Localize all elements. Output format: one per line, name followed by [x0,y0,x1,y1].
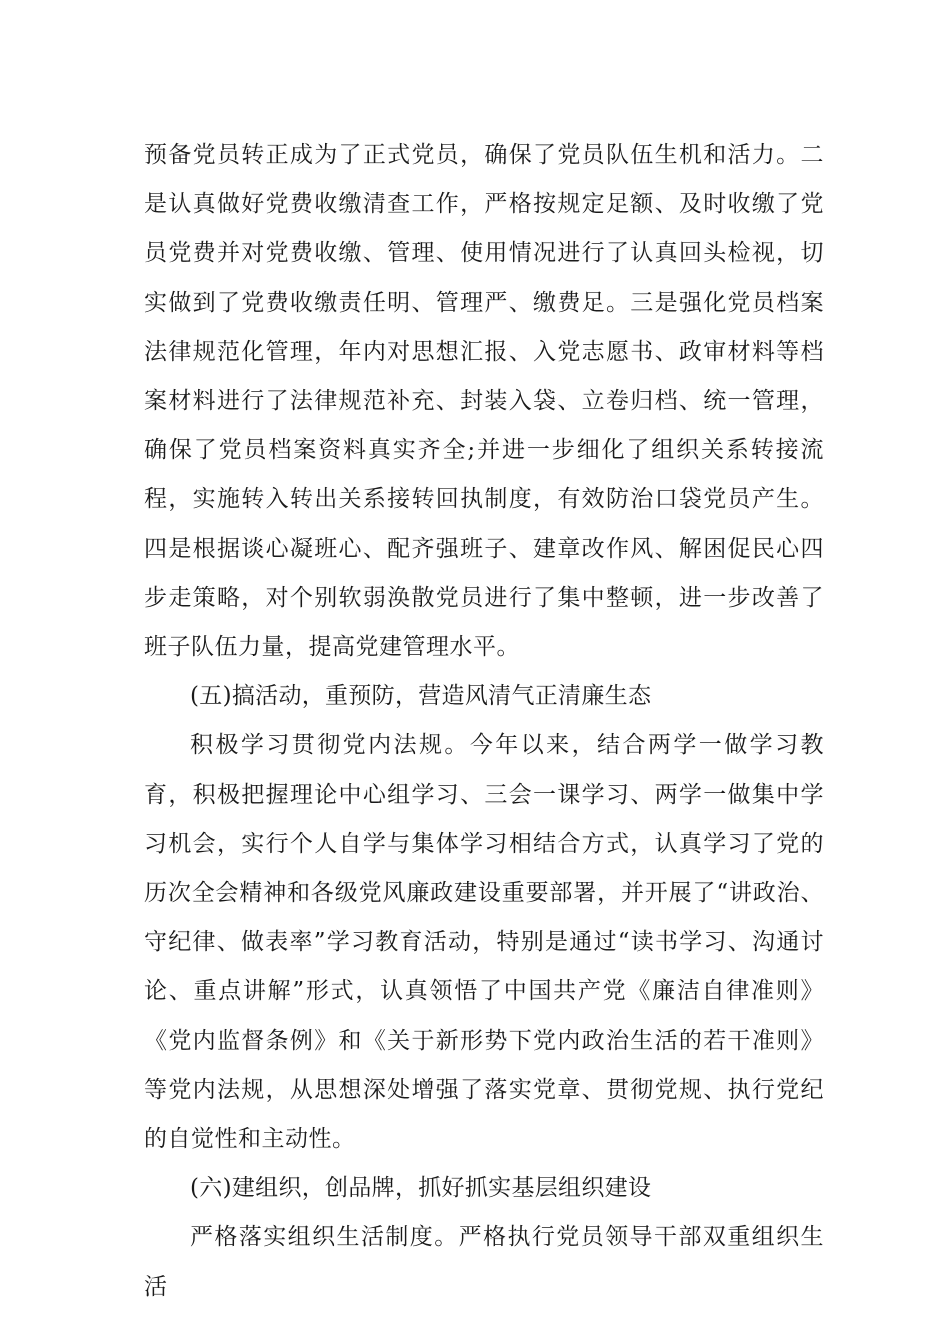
paragraph-party-regulations: 积极学习贯彻党内法规。今年以来，结合两学一做学习教育，积极把握理论中心组学习、三会一课学习、两学一做集中学习机会，实行个人自学与集体学习相结合方式，认真学习了党的历次全会精神和各级党风廉政建设重要部署，并开展了“讲政治、守纪律、做表率”学习教育活动，特别是通过“读书学习、沟通讨论、重点讲解”形式，认真领悟了中国共产党《廉洁自律准则》《党内监督条例》和《关于新形势下党内政治生活的若干准则》等党内法规，从思想深处增强了落实党章、贯彻党规、执行党纪的自觉性和主动性。 [144,732,824,1153]
paragraph-organization-life: 严格落实组织生活制度。严格执行党员领导干部双重组织生活 [144,1224,824,1300]
document-body [144,131,824,1312]
section-heading-six: (六)建组织，创品牌，抓好抓实基层组织建设 [190,1175,652,1202]
paragraph-party-management: 预备党员转正成为了正式党员，确保了党员队伍生机和活力。二是认真做好党费收缴清查工作，严格按规定足额、及时收缴了党员党费并对党费收缴、管理、使用情况进行了认真回头检视，切实做到了党费收缴责任明、管理严、缴费足。三是强化党员档案法律规范化管理，年内对思想汇报、入党志愿书、政审材料等档案材料进行了法律规范补充、封装入袋、立卷归档、统一管理，确保了党员档案资料真实齐全;并进一步细化了组织关系转接流程，实施转入转出关系接转回执制度，有效防治口袋党员产生。四是根据谈心凝班心、配齐强班子、建章改作风、解困促民心四步走策略，对个别软弱涣散党员进行了集中整顿，进一步改善了班子队伍力量，提高党建管理水平。 [144,142,824,661]
section-heading-five: (五)搞活动，重预防，营造风清气正清廉生态 [190,683,652,710]
